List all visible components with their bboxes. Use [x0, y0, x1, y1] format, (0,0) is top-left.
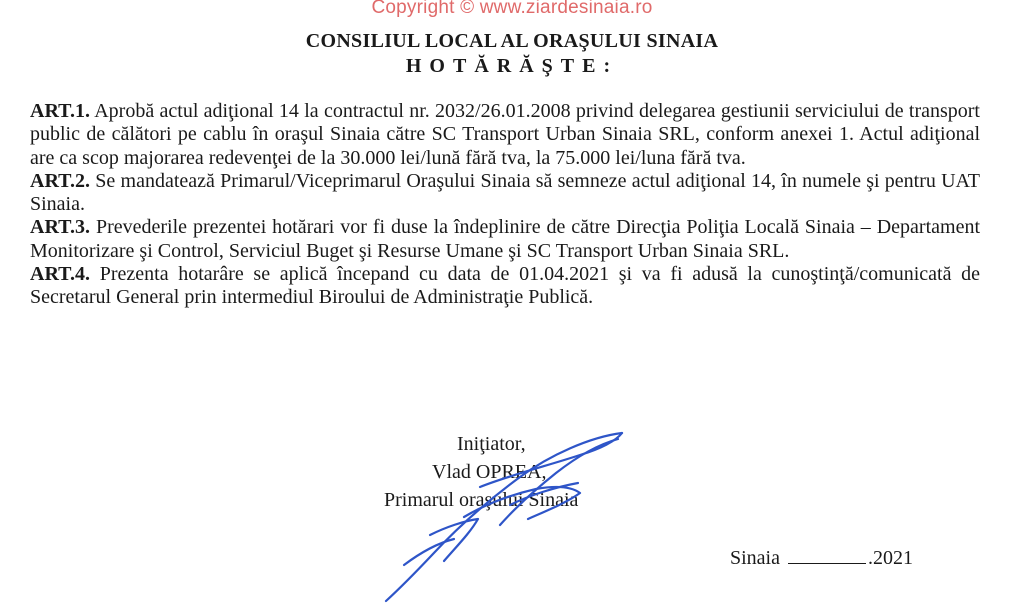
- article-1: [30, 100, 980, 170]
- council-heading: CONSILIUL LOCAL AL ORAŞULUI SINAIA: [305, 30, 719, 52]
- date-year: .2021: [868, 547, 913, 569]
- article-2: [30, 170, 980, 217]
- article-text: Prevederile prezentei hotărari vor fi duse la îndeplinire de către Direcţia Poliţia Locală Sinaia – Departament Monitorizare şi Control, Serviciul Buget şi Resurse Umane şi SC Transport Urban Sinaia SRL.: [30, 216, 981, 262]
- article-text: Se mandatează Primarul/Viceprimarul Oraşului Sinaia să semneze actul adiţional 14, în numele şi pentru UAT Sinaia.: [30, 169, 981, 216]
- article-label: ART.1.: [30, 100, 91, 122]
- articles-section: [30, 100, 980, 310]
- article-text: Aprobă actul adiţional 14 la contractul nr. 2032/26.01.2008 privind delegarea gestiunii serviciului de transport public de călători pe cablu în oraşul Sinaia către SC Transport Urban Sinaia SRL, conform anexei 1. Actul adiţional are ca scop majorarea redevenţei de la 30.000 lei/lună fără tva, la 75.000 lei/luna fără tva.: [30, 100, 980, 169]
- article-label: ART.2.: [30, 169, 91, 192]
- copyright-watermark: Copyright © www.ziardesinaia.ro: [371, 0, 653, 18]
- article-4: [30, 263, 980, 310]
- article-label: ART.4.: [30, 263, 91, 286]
- article-3: [30, 216, 980, 263]
- signatory-block: [380, 430, 680, 514]
- signatory-name: Vlad OPREA,: [432, 461, 547, 483]
- signatory-role: Iniţiator,: [457, 433, 526, 455]
- date-blank-line: [788, 545, 866, 564]
- place-date-line: [730, 545, 913, 570]
- article-text: Prezenta hotarâre se aplică începand cu data de 01.04.2021 şi va fi adusă la cunoştinţă/comunicată de Secretarul General prin intermediul Biroului de Administraţie Publică.: [30, 263, 981, 309]
- decision-heading: HOTĂRĂŞTE:: [405, 55, 619, 77]
- place-label: Sinaia: [730, 547, 780, 569]
- article-label: ART.3.: [30, 216, 91, 239]
- signatory-title: Primarul oraşului Sinaia: [384, 489, 579, 511]
